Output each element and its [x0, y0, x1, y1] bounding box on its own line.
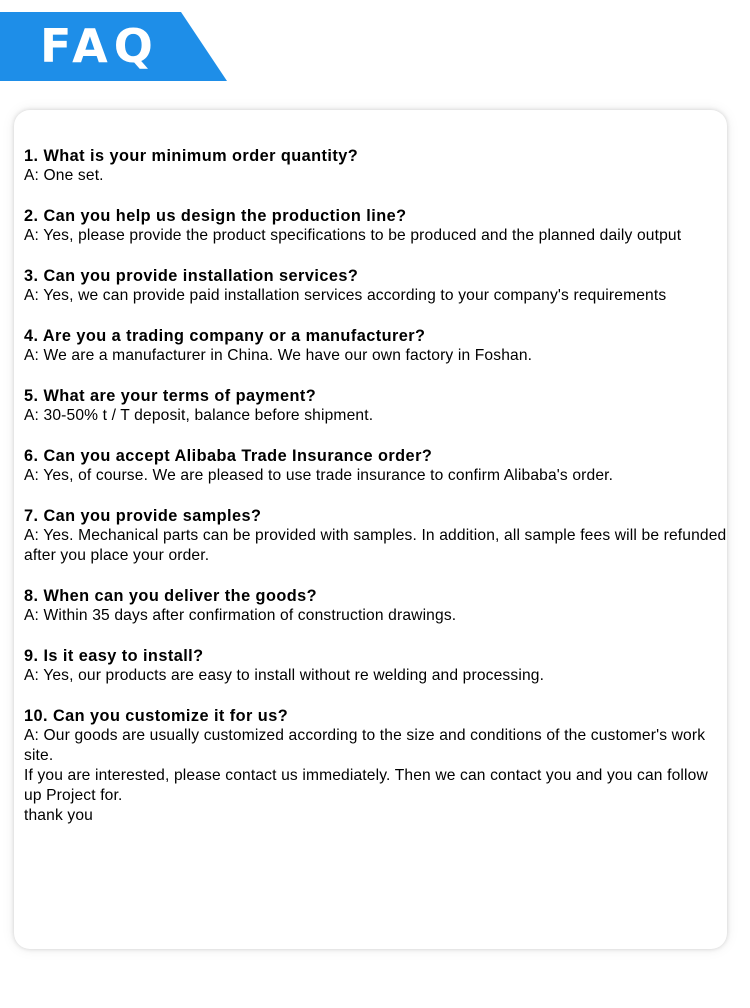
faq-item [24, 446, 729, 486]
faq-list [24, 146, 729, 846]
faq-answer: If you are interested, please contact us immediately. Then we can contact you and you can follow up Project for. [24, 767, 708, 804]
faq-item [24, 646, 729, 686]
faq-question: 6. Can you accept Alibaba Trade Insurance order? [24, 447, 433, 465]
faq-answer: A: Within 35 days after confirmation of construction drawings. [24, 607, 457, 624]
faq-answer: A: Yes, our products are easy to install without re welding and processing. [24, 667, 545, 684]
faq-item [24, 326, 729, 366]
faq-question: 8. When can you deliver the goods? [24, 587, 318, 605]
faq-item [24, 266, 729, 306]
faq-answer: A: 30-50% t / T deposit, balance before shipment. [24, 407, 374, 424]
faq-answer: A: Yes, we can provide paid installation services according to your company's requirements [24, 287, 667, 304]
faq-question: 2. Can you help us design the production line? [24, 207, 407, 225]
faq-question: 1. What is your minimum order quantity? [24, 147, 359, 165]
faq-question: 3. Can you provide installation services? [24, 267, 359, 285]
faq-item [24, 206, 729, 246]
faq-item [24, 386, 729, 426]
faq-answer: A: We are a manufacturer in China. We have our own factory in Foshan. [24, 347, 533, 364]
faq-question: 4. Are you a trading company or a manufacturer? [24, 327, 426, 345]
faq-answer: A: One set. [24, 167, 104, 184]
faq-item [24, 706, 729, 826]
faq-header-banner [0, 12, 227, 81]
faq-item [24, 506, 729, 566]
faq-question: 5. What are your terms of payment? [24, 387, 317, 405]
faq-question: 9. Is it easy to install? [24, 647, 204, 665]
faq-answer: A: Our goods are usually customized according to the size and conditions of the customer's work site. [24, 727, 706, 764]
faq-item [24, 586, 729, 626]
faq-answer: A: Yes, of course. We are pleased to use trade insurance to confirm Alibaba's order. [24, 467, 614, 484]
faq-answer: thank you [24, 807, 93, 824]
faq-question: 7. Can you provide samples? [24, 507, 262, 525]
faq-question: 10. Can you customize it for us? [24, 707, 289, 725]
faq-answer: A: Yes, please provide the product specifications to be produced and the planned daily output [24, 227, 682, 244]
faq-answer: A: Yes. Mechanical parts can be provided with samples. In addition, all sample fees will be refunded after you place your order. [24, 527, 727, 564]
page-title: FAQ [40, 19, 159, 73]
faq-item [24, 146, 729, 186]
